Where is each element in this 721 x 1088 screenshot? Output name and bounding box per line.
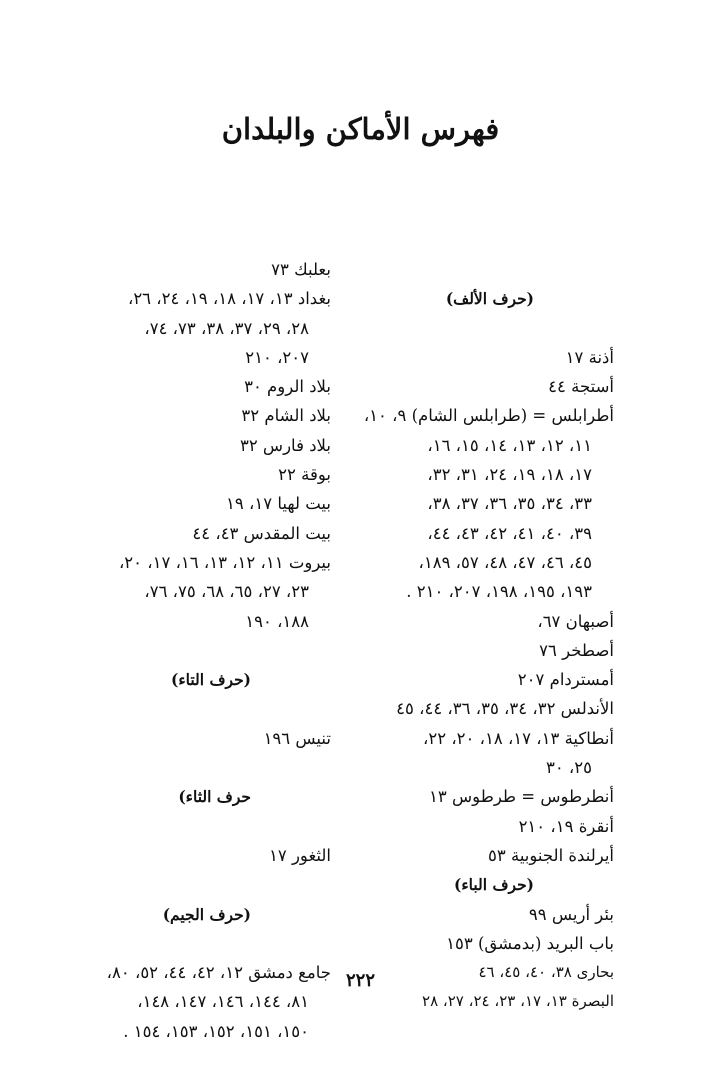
index-entry: بوقة ٢٢	[278, 465, 331, 485]
letter-heading: حرف الثاء)	[178, 787, 251, 807]
index-entry: بيت المقدس ٤٣، ٤٤	[192, 523, 331, 543]
letter-heading: (حرف الألف)	[445, 289, 534, 309]
spacer	[81, 694, 331, 723]
index-entry: أستجة ٤٤	[548, 377, 614, 397]
index-entry: جامع دمشق ١٢، ٤٢، ٤٤، ٥٢، ٨٠،	[106, 963, 331, 983]
index-entry: أطرابلس = (طرابلس الشام) ٩، ١٠،	[363, 406, 614, 426]
page-number: ٢٢٢	[345, 970, 375, 991]
right-index-column	[359, 255, 614, 1017]
letter-heading: (حرف الباء)	[454, 875, 534, 895]
index-entry: بئر أريس ٩٩	[528, 904, 614, 924]
spacer	[81, 753, 331, 782]
letter-heading: (حرف الجيم)	[162, 904, 251, 924]
index-continuation-line: ١١، ١٢، ١٣، ١٤، ١٥، ١٦،	[427, 435, 592, 455]
index-entry: الثغور ١٧	[268, 845, 331, 865]
index-continuation-line: ٨١، ١٤٤، ١٤٦، ١٤٧، ١٤٨،	[137, 992, 309, 1012]
left-index-column	[81, 255, 331, 1046]
index-entry: بلاد الشام ٣٢	[241, 406, 331, 426]
spacer	[81, 812, 331, 841]
index-entry: بعلبك ٧٣	[271, 260, 331, 279]
index-entry: أصبهان ٦٧،	[537, 611, 614, 631]
index-continuation-line: ٢٣، ٢٧، ٦٥، ٦٨، ٧٥، ٧٦،	[144, 582, 309, 602]
index-entry: أنطرطوس = طرطوس ١٣	[429, 787, 614, 807]
index-entry: البصرة ١٣، ١٧، ٢٣، ٢٤، ٢٧، ٢٨	[422, 992, 614, 1011]
spacer	[81, 636, 331, 665]
index-entry: أنقرة ١٩، ٢١٠	[518, 816, 614, 836]
index-continuation-line: ٣٩، ٤٠، ٤١، ٤٢، ٤٣، ٤٤،	[427, 523, 592, 543]
index-entry: بيت لهيا ١٧، ١٩	[226, 494, 331, 514]
index-continuation-line: ١٧، ١٨، ١٩، ٢٤، ٣١، ٣٢،	[427, 465, 592, 485]
spacer	[81, 929, 331, 958]
index-entry: أمستردام ٢٠٧	[517, 670, 614, 690]
index-continuation-line: ٣٣، ٣٤، ٣٥، ٣٦، ٣٧، ٣٨،	[427, 494, 592, 514]
index-continuation-line: ٤٥، ٤٦، ٤٧، ٤٨، ٥٧، ١٨٩،	[418, 552, 592, 572]
index-continuation-line: ٢٨، ٢٩، ٣٧، ٣٨، ٧٣، ٧٤،	[144, 318, 309, 338]
page-title: فهرس الأماكن والبلدان	[221, 112, 500, 146]
index-entry: أذنة ١٧	[565, 347, 614, 367]
index-entry: بيروت ١١، ١٢، ١٣، ١٦، ١٧، ٢٠،	[118, 552, 331, 572]
index-continuation-line: ٢٥، ٣٠	[545, 758, 592, 778]
spacer	[359, 314, 614, 343]
index-entry: أيرلندة الجنوبية ٥٣	[488, 845, 614, 865]
spacer	[359, 255, 614, 284]
index-entry: بحارى ٣٨، ٤٠، ٤٥، ٤٦	[478, 963, 614, 982]
index-entry: بلاد فارس ٣٢	[239, 435, 331, 455]
index-continuation-line: ١٥٠، ١٥١، ١٥٢، ١٥٣، ١٥٤ .	[123, 1021, 309, 1041]
index-entry: باب البريد (بدمشق) ١٥٣	[446, 933, 614, 953]
index-entry: الأندلس ٣٢، ٣٤، ٣٥، ٣٦، ٤٤، ٤٥	[396, 699, 614, 719]
index-entry: بغداد ١٣، ١٧، ١٨، ١٩، ٢٤، ٢٦،	[127, 289, 331, 309]
index-entry: بلاد الروم ٣٠	[244, 377, 331, 397]
index-entry: أصطخر ٧٦	[539, 640, 614, 660]
index-continuation-line: ١٩٣، ١٩٥، ١٩٨، ٢٠٧، ٢١٠ .	[406, 582, 592, 602]
spacer	[81, 870, 331, 899]
index-entry: أنطاكية ١٣، ١٧، ١٨، ٢٠، ٢٢،	[423, 728, 614, 748]
index-continuation-line: ٢٠٧، ٢١٠	[245, 347, 309, 367]
index-continuation-line: ١٨٨، ١٩٠	[245, 611, 309, 631]
letter-heading: (حرف التاء)	[171, 670, 251, 690]
index-entry: تنيس ١٩٦	[263, 728, 331, 748]
